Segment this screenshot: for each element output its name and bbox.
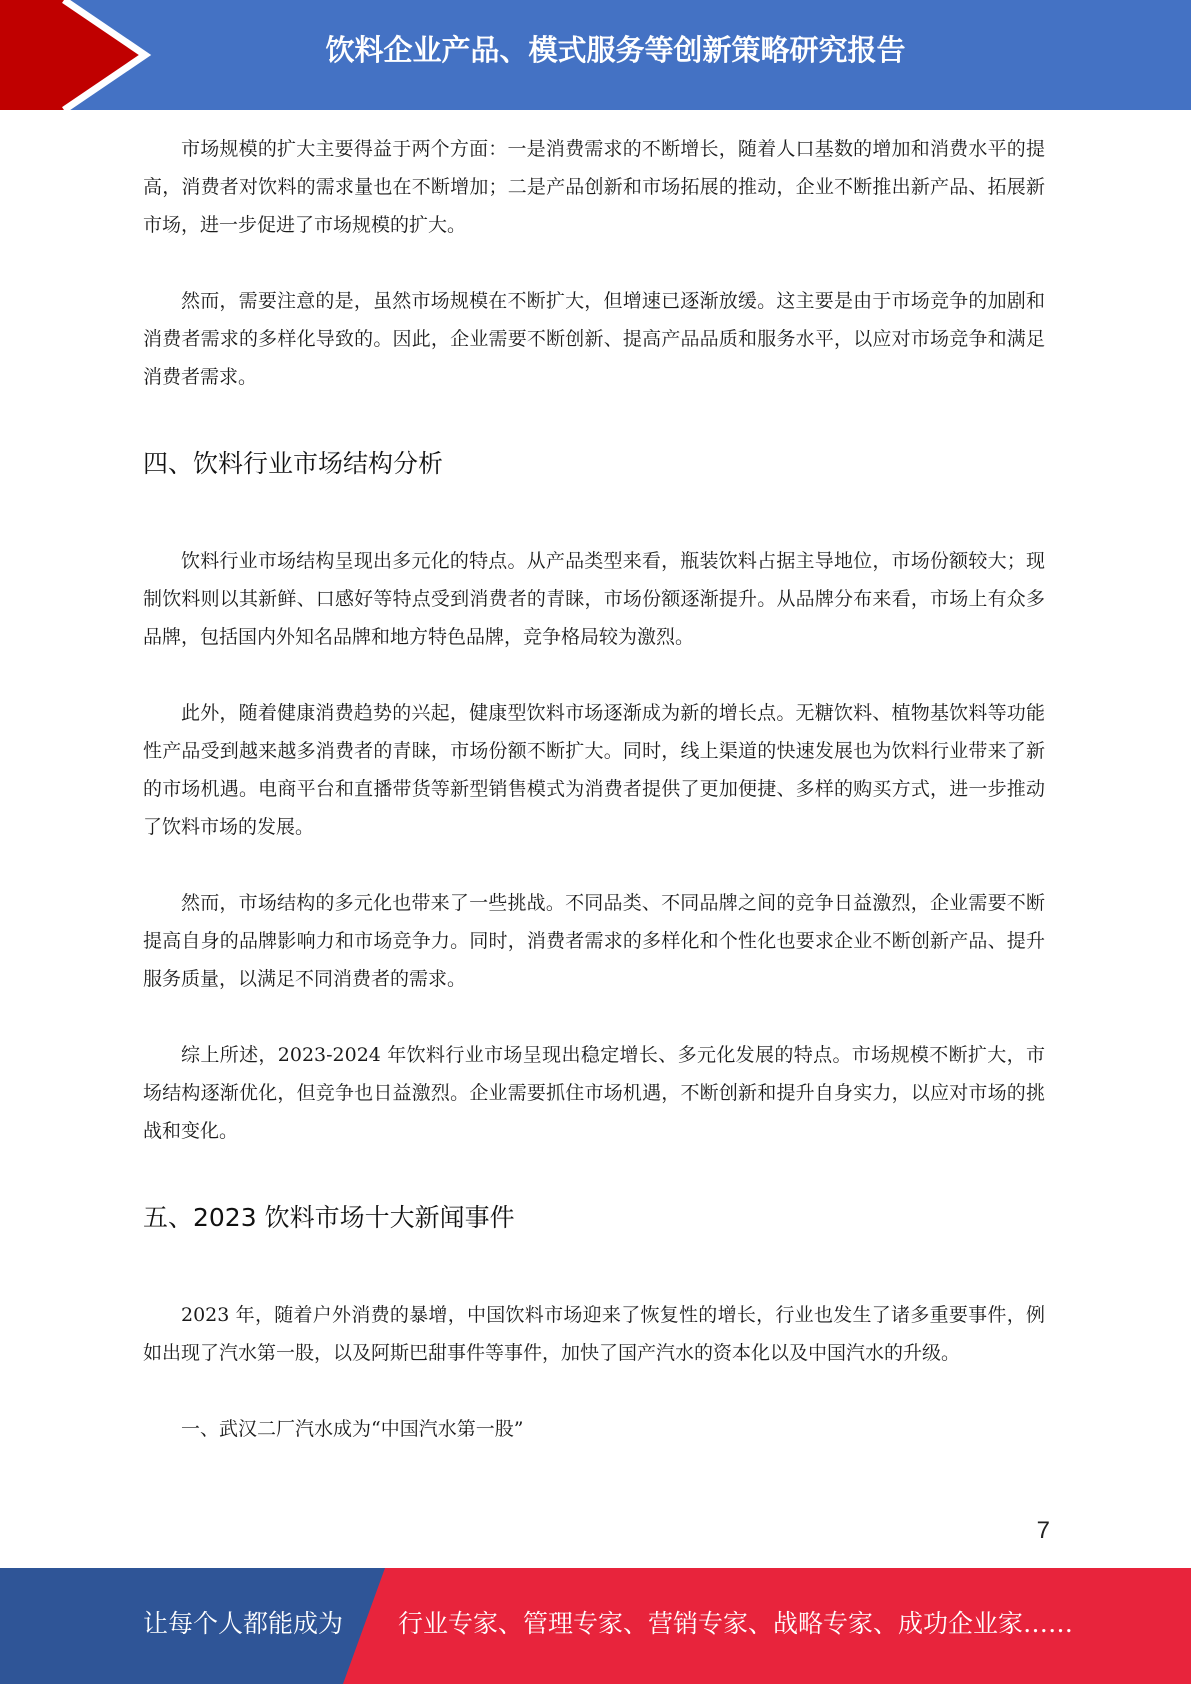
footer-slogan-left: 让每个人都能成为 [143, 1609, 344, 1638]
document-title: 饮料企业产品、模式服务等创新策略研究报告 [325, 33, 906, 67]
paragraph: 然而，需要注意的是，虽然市场规模在不断扩大，但增速已逐渐放缓。这主要是由于市场竞争的加剧和消费者需求的多样化导致的。因此，企业需要不断创新、提高产品品质和服务水平，以应对市场竞争和满足消费者需求。 [143, 290, 1045, 388]
footer-slogan-right: 行业专家、管理专家、营销专家、战略专家、成功企业家…… [398, 1609, 1074, 1638]
subheading-paragraph: 一、武汉二厂汽水成为“中国汽水第一股” [181, 1418, 524, 1440]
section-heading: 五、2023 饮料市场十大新闻事件 [143, 1203, 515, 1232]
paragraph: 2023 年，随着户外消费的暴增，中国饮料市场迎来了恢复性的增长，行业也发生了诸多重要事件，例如出现了汽水第一股，以及阿斯巴甜事件等事件，加快了国产汽水的资本化以及中国汽水的升级。 [143, 1304, 1045, 1364]
paragraph: 市场规模的扩大主要得益于两个方面：一是消费需求的不断增长，随着人口基数的增加和消费水平的提高，消费者对饮料的需求量也在不断增加；二是产品创新和市场拓展的推动，企业不断推出新产品、拓展新市场，进一步促进了市场规模的扩大。 [143, 138, 1045, 236]
paragraph: 饮料行业市场结构呈现出多元化的特点。从产品类型来看，瓶装饮料占据主导地位，市场份额较大；现制饮料则以其新鲜、口感好等特点受到消费者的青睐，市场份额逐渐提升。从品牌分布来看，市场上有众多品牌，包括国内外知名品牌和地方特色品牌，竞争格局较为激烈。 [143, 550, 1045, 648]
page-number: 7 [1036, 1517, 1050, 1544]
section-heading: 四、饮料行业市场结构分析 [143, 449, 444, 478]
page-footer [0, 1568, 1191, 1684]
page-content [143, 130, 1045, 1448]
page-header [0, 0, 1191, 110]
paragraph: 综上所述，2023-2024 年饮料行业市场呈现出稳定增长、多元化发展的特点。市场规模不断扩大，市场结构逐渐优化，但竞争也日益激烈。企业需要抓住市场机遇，不断创新和提升自身实力，以应对市场的挑战和变化。 [143, 1044, 1045, 1142]
paragraph: 然而，市场结构的多元化也带来了一些挑战。不同品类、不同品牌之间的竞争日益激烈，企业需要不断提高自身的品牌影响力和市场竞争力。同时，消费者需求的多样化和个性化也要求企业不断创新产品、提升服务质量，以满足不同消费者的需求。 [143, 892, 1045, 990]
paragraph: 此外，随着健康消费趋势的兴起，健康型饮料市场逐渐成为新的增长点。无糖饮料、植物基饮料等功能性产品受到越来越多消费者的青睐，市场份额不断扩大。同时，线上渠道的快速发展也为饮料行业带来了新的市场机遇。电商平台和直播带货等新型销售模式为消费者提供了更加便捷、多样的购买方式，进一步推动了饮料市场的发展。 [143, 702, 1045, 838]
